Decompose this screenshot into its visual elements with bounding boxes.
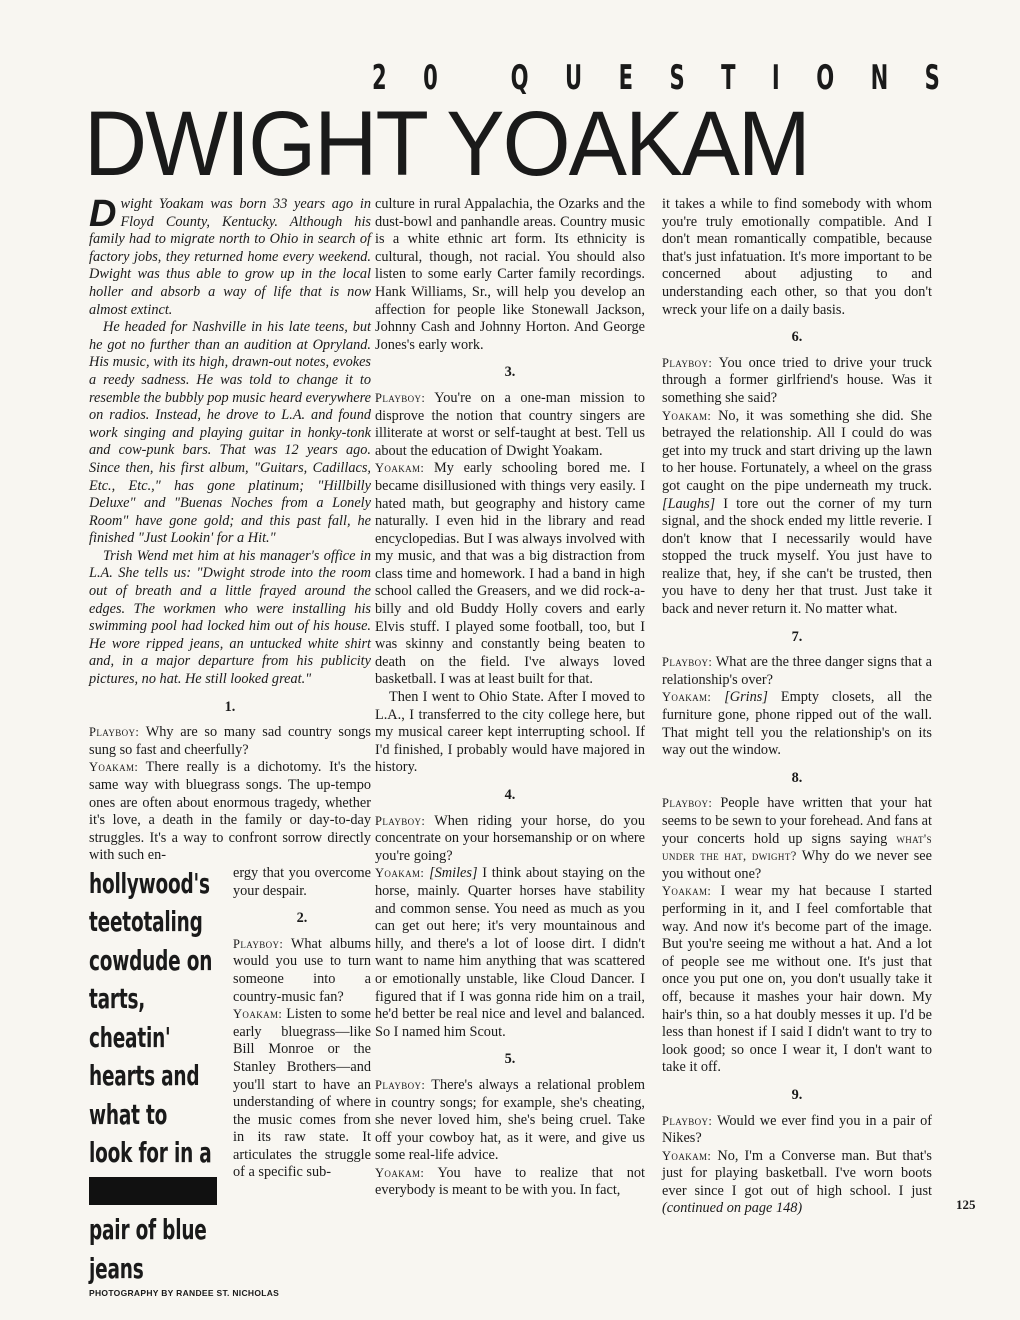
question: Playboy: When riding your horse, do you concentrate on your horsemanship or on where you're going? — [375, 812, 645, 864]
intro — [89, 193, 371, 689]
question: Playboy: People have written that your hat seems to be sewn to your forehead. And fans at your concerts hold up signs saying what's under the hat, dwight? Why do we never see you without one? — [662, 795, 932, 882]
question-number: 2. — [296, 910, 308, 927]
kicker-letter: N — [870, 58, 889, 98]
answer: Yoakam: I wear my hat because I started performing in it, and I feel comfortable that way. And now it's become part of the image. But you're seeing me without a hat. And a lot of people see me without one. It's just that once you put one on, you don't usually take it off, because it mashes your hair down. My hair's thin, so a hat doubly messes it up. I'd be less than honest if I said I didn't want to try to look good; so once I wear it, I don't want to take it off. — [662, 883, 932, 1076]
speaker-label: Yoakam: — [662, 408, 712, 423]
kicker-letter: O — [816, 58, 835, 98]
kicker-letter: I — [771, 58, 780, 98]
kicker-letter: T — [721, 58, 736, 98]
question-number: 4. — [504, 787, 516, 803]
answer: Yoakam: Listen to some early bluegrass—like Bill Monroe or the Stanley Brothers—and you'll start to have an understanding of where the music comes from in its raw state. It articulates the struggle of a specific sub- — [233, 1006, 372, 1181]
speaker-label: Playboy: — [233, 936, 284, 951]
question-number: 7. — [791, 628, 803, 645]
page-number: 125 — [956, 1197, 976, 1212]
stage-direction: [Smiles] — [429, 865, 478, 882]
kicker-twenty-questions — [372, 58, 940, 98]
speaker-label: Yoakam: — [375, 866, 425, 881]
answer-continued: it takes a while to find somebody with whom you're truly emotionally compatible. And I don't mean romantically compatible, because that's just infatuation. It's more important to be concerned about adjusting to and understanding each other, so that you don't wreck your life on a daily basis. — [662, 196, 932, 318]
question: Playboy: Why are so many sad country songs sung so fast and cheerfully? — [89, 724, 371, 758]
question-number: 9. — [791, 1086, 803, 1103]
column-2 — [375, 196, 645, 1200]
drop-cap: D — [89, 193, 117, 235]
pullquote: hollywood's teetotaling cowdude on tarts, cheatin' hearts and what to look for in a pair of blue jeans — [89, 866, 213, 1285]
answer-continued: culture in rural Appalachia, the Ozarks and the dust-bowl and panhandle areas. Country music is a white ethnic art form. Its ethnicity is cultural, though, not racial. You should also listen to some early Carter family recordings. Hank Williams, Sr., will help you develop an affection for people like Stonewall Jackson, Johnny Cash and Johnny Horton. And George Jones's early work. — [375, 196, 645, 353]
narrow-column — [233, 865, 371, 1182]
speaker-label: Playboy: — [662, 1113, 713, 1128]
question: Playboy: What are the three danger signs that a relationship's over? — [662, 654, 932, 688]
answer: Yoakam: No, it was something she did. She betrayed the relationship. All I could do was get into my truck and start driving up the lawn to her house. Fortunately, a wheel on the grass got caught on the pipe underneath my truck. [Laughs] I tore out the corner of my turn signal, and the shock ended my little reverie. I don't know that I necessarily would have stopped the truck myself. You just have to realize that, hey, if she can't be trusted, then you have to deny her that trust. Just take it back and never return it. No matter what. — [662, 407, 932, 618]
question-number: 5. — [504, 1051, 516, 1068]
answer: Yoakam: You have to realize that not everybody is meant to be with you. In fact, — [375, 1164, 645, 1199]
question: Playboy: What albums would you use to turn someone into a country-music fan? — [233, 935, 371, 1005]
question: Playboy: You once tried to drive your truck through a former girlfriend's house. Was it something she said? — [662, 354, 932, 406]
kicker-letter: 2 — [372, 58, 387, 98]
column-1 — [89, 193, 372, 1285]
question-number: 8. — [791, 769, 803, 786]
speaker-label: Playboy: — [375, 390, 426, 405]
kicker-letter: S — [669, 58, 685, 98]
kicker-letter: S — [924, 58, 940, 98]
pullquote-area — [89, 864, 372, 1285]
decorative-bar — [89, 1177, 217, 1205]
answer: Yoakam: [Grins] Empty closets, all the furniture gone, phone ripped out of the wall. That might tell you the relationship's on its way out the window. — [662, 689, 932, 759]
speaker-label: Yoakam: — [375, 461, 425, 476]
photo-credit: PHOTOGRAPHY BY RANDEE ST. NICHOLAS — [89, 1288, 280, 1298]
speaker-label: Yoakam: — [89, 760, 139, 775]
speaker-label: Yoakam: — [662, 884, 712, 899]
speaker-label: Playboy: — [662, 355, 713, 370]
kicker-letter: 0 — [423, 58, 438, 98]
speaker-label: Playboy: — [375, 1077, 426, 1092]
stage-direction: [Grins] — [724, 689, 768, 706]
question-number: 6. — [791, 329, 803, 346]
question: Playboy: You're on a one-man mission to disprove the notion that country singers are illiterate at worst or self-taught at best. Tell us about the education of Dwight Yoakam. — [375, 389, 645, 459]
answer: Yoakam: My early schooling bored me. I became disillusioned with things very easily. I hated math, but geography and history came naturally. I even hid in the library and read encyclopedias. But I was always involved with my music, and that was a big distraction from class time and homework. I had a band in high school called the Greasers, and we did rock-a-billy and old Buddy Holly covers and early Elvis stuff. I played some football, too, but I was skinny and constantly being beaten to death on the field. I've always loved basketball. I was at least built for that. — [375, 460, 645, 688]
answer: Yoakam: No, I'm a Converse man. But that's just for playing basketball. I've worn boots ever since I got out of high school. I just (continued on page 148) — [662, 1147, 932, 1217]
answer: Yoakam: [Smiles] I think about staying on the horse, mainly. Quarter horses have stability and common sense. You need as much as you can get out here; it's very mountainous and hilly, and there's a lot of loose dirt. I didn't want to name him anything that was scattered or emotionally unstable, like Cloud Dancer. I figured that if I was gonna ride him on a trail, he'd better be real nice and level and balanced. So I named him Scout. — [375, 865, 645, 1040]
kicker-letter: E — [618, 58, 634, 98]
speaker-label: Playboy: — [89, 725, 140, 740]
speaker-label: Yoakam: — [375, 1165, 425, 1180]
speaker-label: Playboy: — [375, 813, 426, 828]
answer: Yoakam: There really is a dichotomy. It's the same way with bluegrass songs. The up-tempo ones are often about enormous tragedy, whether it's love, a death in the family or day-to-day struggles. It's a way to confront sorrow directly with such en- — [89, 759, 371, 864]
question-number: 1. — [224, 698, 236, 715]
intro-paragraph: Trish Wend met him at his manager's office in L.A. She tells us: "Dwight strode into the room out of breath and a little frayed around the edges. The workmen who were installing his swimming pool had locked him out of his house. He wore ripped jeans, an untucked white shirt and, in a major departure from his publicity pictures, no hat. He still looked great." — [89, 547, 371, 688]
stage-direction: [Laughs] — [662, 495, 716, 512]
question-number: 3. — [504, 364, 516, 381]
sign-text: what's under the hat, dwight? — [662, 831, 932, 864]
kicker-letter: U — [565, 58, 583, 98]
column-3 — [662, 196, 932, 1218]
page-title: DWIGHT YOAKAM — [84, 93, 809, 195]
speaker-label: Playboy: — [662, 655, 713, 670]
speaker-label: Yoakam: — [662, 690, 712, 705]
question: Playboy: Would we ever find you in a pair of Nikes? — [662, 1112, 932, 1147]
speaker-label: Yoakam: — [233, 1007, 283, 1022]
intro-paragraph: Dwight Yoakam was born 33 years ago in Floyd County, Kentucky. Although his family had to migrate north to Ohio in search of factory jobs, they returned home every weekend. Dwight was thus able to grow up in the local holler and absorb a way of life that is now almost extinct. — [89, 193, 371, 318]
question: Playboy: There's always a relational problem in country songs; for example, she's cheating, she never loved him, she's being cruel. Take off your cowboy hat, as it were, and give us some real-life advice. — [375, 1076, 645, 1164]
intro-paragraph: He headed for Nashville in his late teens, but he got no further than an audition at Opryland. His music, with its high, drawn-out notes, evokes a reedy sadness. He was told to change it to resemble the bubbly pop music heard everywhere on radios. Instead, he drove to L.A. and found work singing and playing guitar in honky-tonk and cow-punk bars. That was 12 years ago. Since then, his first album, "Guitars, Cadillacs, Etc., Etc.," has gone platinum; "Hillbilly Deluxe" and "Buenas Noches from a Lonely Room" have gone gold; and this past fall, he finished "Just Lookin' for a Hit." — [89, 319, 371, 547]
answer-paragraph: Then I went to Ohio State. After I moved to L.A., I transferred to the city college here, but my musical career kept interrupting school. If I'd finished, I probably would have majored in history. — [375, 689, 645, 776]
speaker-label: Playboy: — [662, 796, 713, 811]
continued-note: (continued on page 148) — [662, 1200, 803, 1217]
answer-continued: ergy that you overcome your despair. — [233, 864, 371, 899]
speaker-label: Yoakam: — [662, 1148, 712, 1163]
kicker-letter: Q — [510, 58, 529, 98]
